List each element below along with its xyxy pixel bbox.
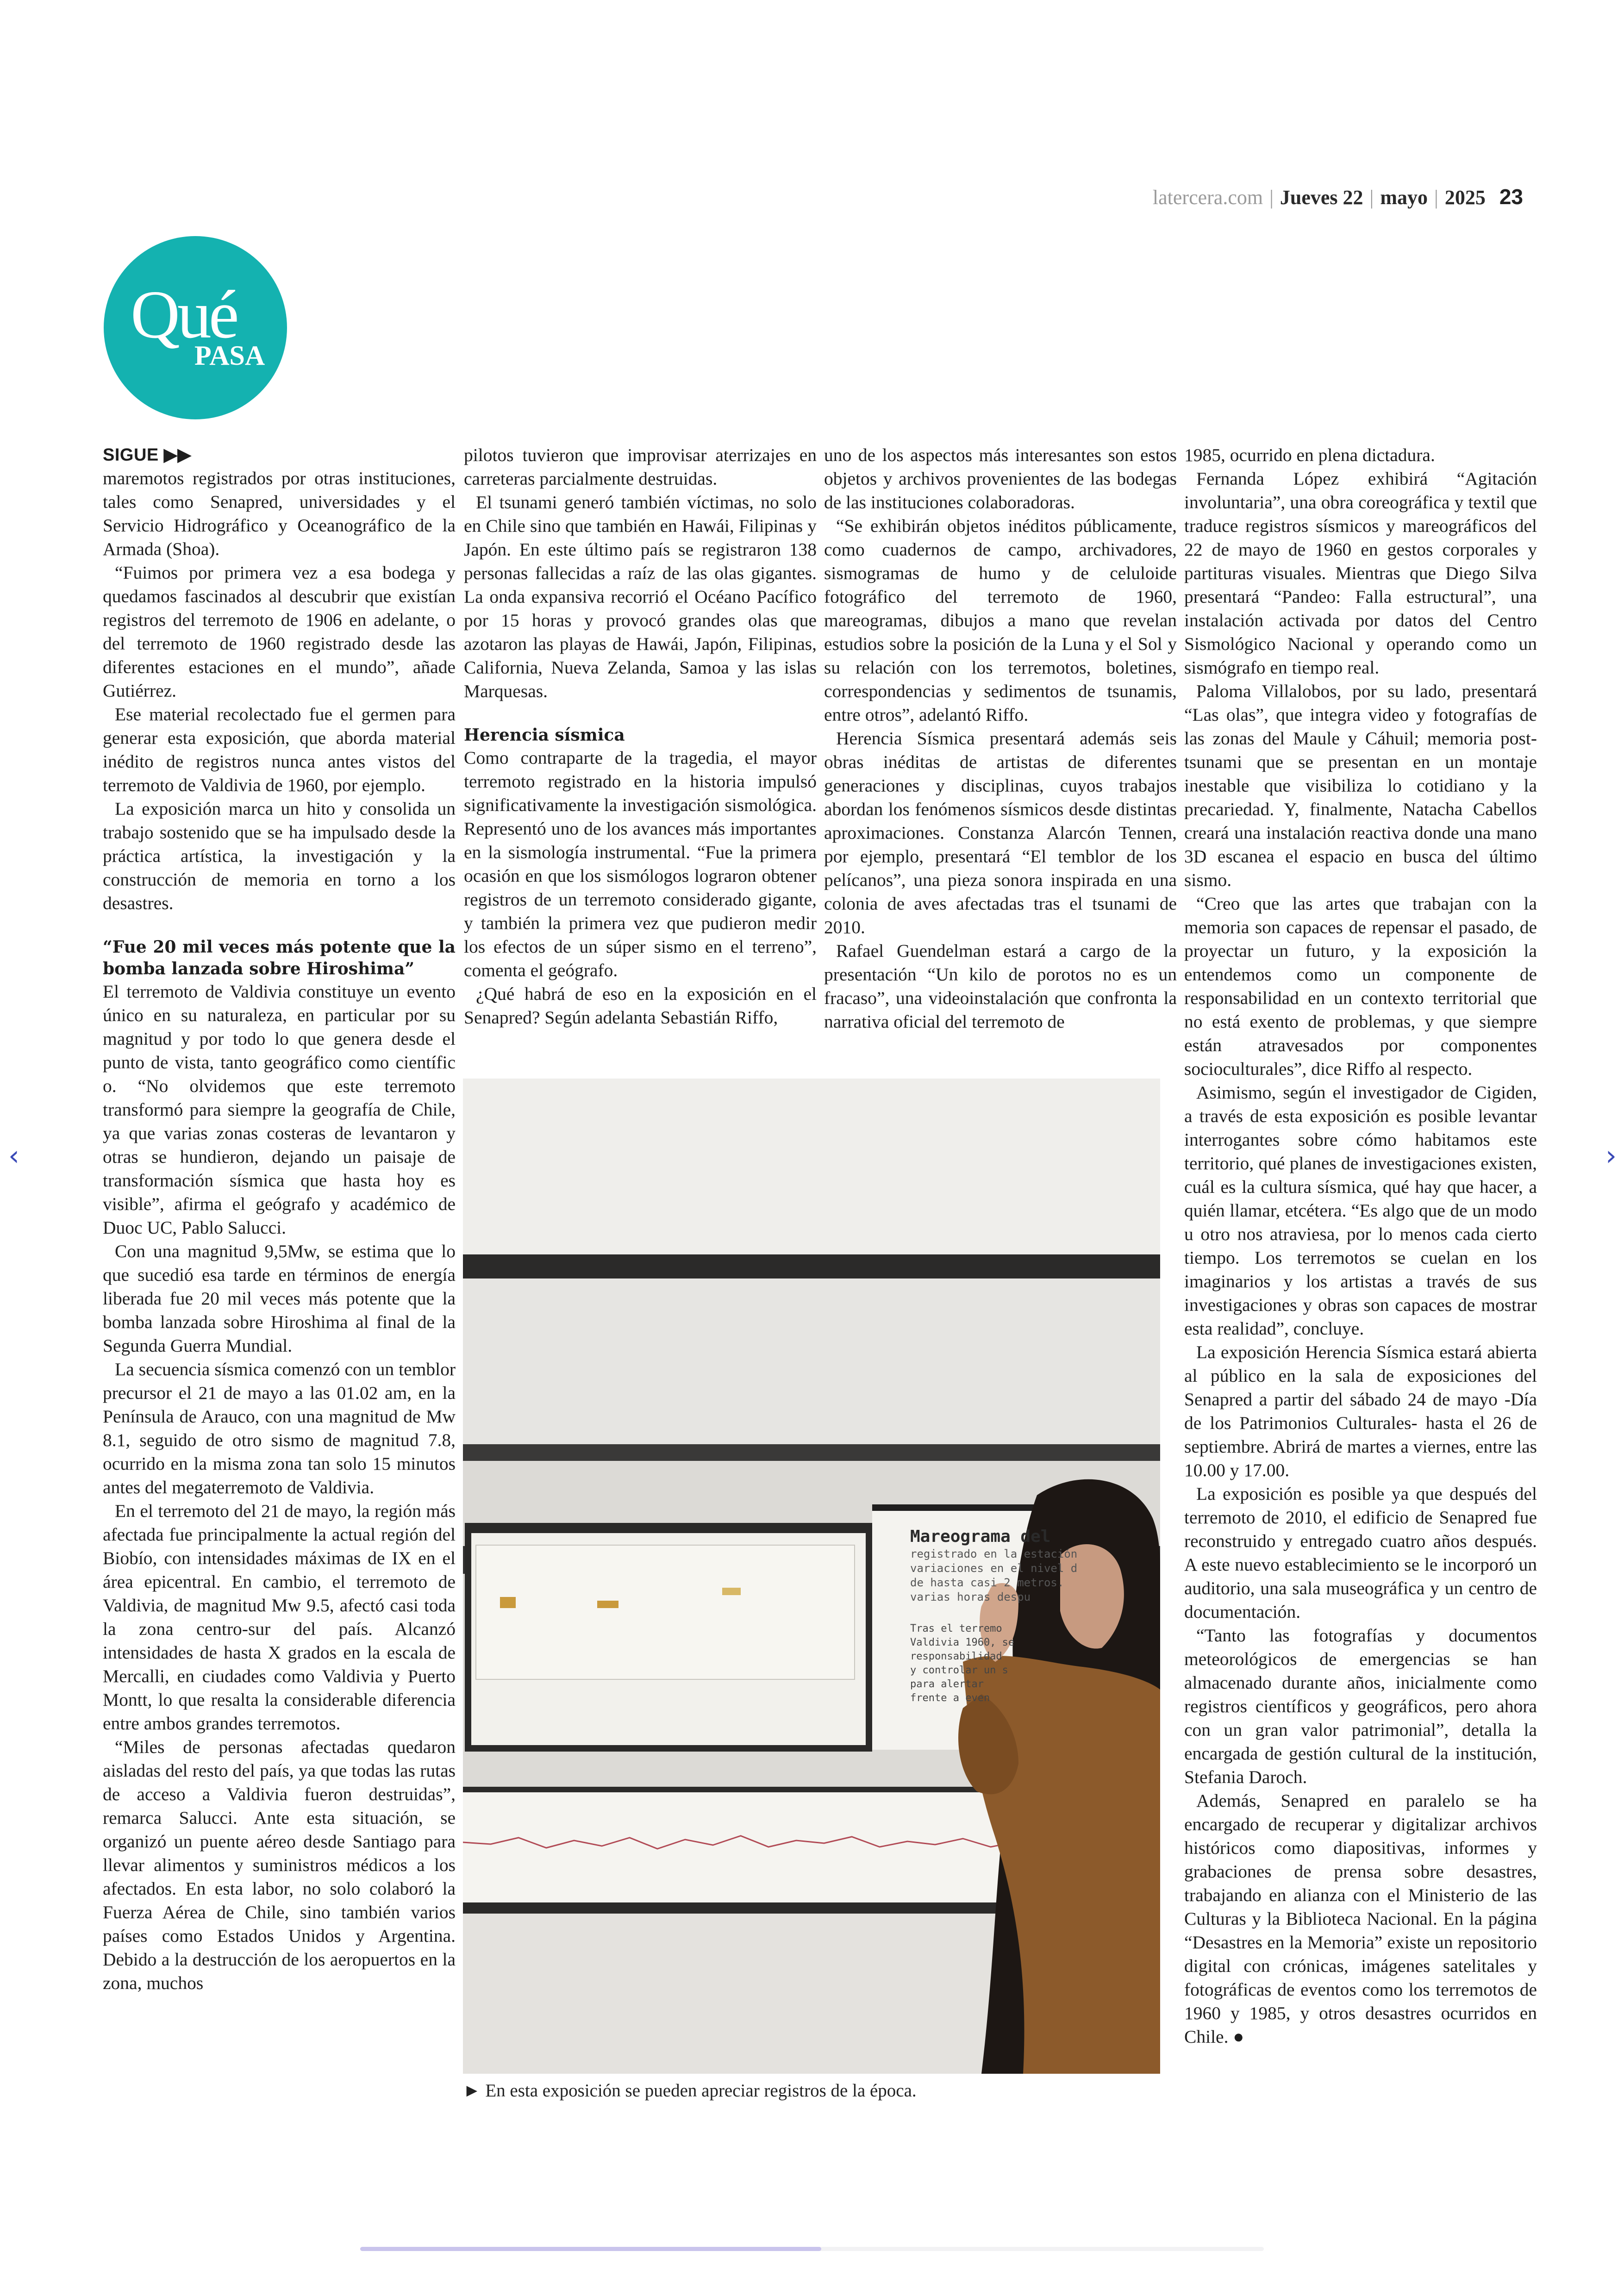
panel-text-4: y controlar un s — [910, 1665, 1008, 1676]
paragraph: 1985, ocurrido en plena dictadura. — [1184, 445, 1435, 465]
paragraph: La exposición marca un hito y consolida un trabajo sostenido que se ha impulsado desde la práctica artística, la investigación y la construcción de memoria en torno a los desastres. — [103, 798, 456, 913]
paragraph: uno de los aspectos más interesantes son estos objetos y archivos provenientes de las bodegas de las instituciones colaboradoras. — [824, 445, 1177, 512]
paragraph: Paloma Villalobos, por su lado, presentará “Las olas”, que integra video y fotografías de las zonas del Maule y Cáhuil; memoria post-tsunami que se presentan en un montaje inestable que visibiliza lo cotidiano y la precariedad. Y, finalmente, Natacha Cabellos creará una instalación reactiva donde una mano 3D escanea el espacio en busca del último sismo. — [1184, 681, 1537, 890]
panel-subtitle-3: de hasta casi 2 metros. — [910, 1576, 1064, 1589]
mareograma-panel — [910, 1527, 1105, 1744]
panel-subtitle-2: variaciones en el nivel d — [910, 1562, 1078, 1575]
article-column-4 — [1184, 443, 1537, 2110]
paragraph: ¿Qué habrá de eso en la exposición en el Senapred? Según adelanta Sebastián Riffo, — [464, 984, 817, 1028]
section-heading: Herencia sísmica — [464, 725, 625, 745]
paragraph: Fernanda López exhibirá “Agitación involuntaria”, una obra coreográfica y textil que traduce registros sísmicos y mareográficos del 22 de mayo de 1960 en gestos corporales y partituras visuales. Mientras que Diego Silva presentará “Pandeo: Falla estructural”, una instalación activada por datos del Centro Sismológico Nacional y operando como un sismógrafo en tiempo real. — [1184, 468, 1537, 678]
previous-page-arrow-icon[interactable]: ‹ — [8, 1140, 19, 1172]
panel-subtitle-4: varias horas despu — [910, 1590, 1031, 1603]
panel-text-6: frente a even — [910, 1692, 990, 1704]
page-header: latercera.com | Jueves 22 | mayo | 2025 23 — [1152, 185, 1523, 209]
paragraph: En el terremoto del 21 de mayo, la región más afectada fue principalmente la actual región del Biobío, con intensidades máximas de IX en el área epicentral. En cambio, el terremoto de Valdivia, de magnitud Mw 9.5, afectó casi toda la zona centro-sur del país. Alcanzó intensidades de hasta X grados en la escala de Mercalli, en ciudades como Valdivia y Puerto Montt, lo que resalta la considerable diferencia entre ambos grandes terremotos. — [103, 1501, 456, 1734]
next-page-arrow-icon[interactable]: › — [1605, 1140, 1617, 1172]
paragraph: “Fuimos por primera vez a esa bodega y quedamos fascinados al descubrir que existían registros del terremoto de 1906 en adelante, o del terremoto de 1960 registrado desde las diferentes estaciones en el mundo”, añade Gutiérrez. — [103, 562, 456, 701]
paragraph: Rafael Guendelman estará a cargo de la presentación “Un kilo de porotos no es un fracaso”, una videoinstalación que confronta la narrativa oficial del terremoto de — [824, 941, 1177, 1032]
paragraph: Como contraparte de la tragedia, el mayor terremoto registrado en la historia impulsó significativamente la investigación sismológica. Representó uno de los avances más importantes en la sismología instrumental. “Fue la primera ocasión en que los sismólogos lograron obtener registros de un terremoto considerado gigante, y también la primera vez que pudieron medir los efectos de un súper sismo en el terreno”, comenta el geógrafo. — [464, 748, 817, 980]
scrollbar-thumb[interactable] — [360, 2247, 821, 2251]
paragraph: La secuencia sísmica comenzó con un temblor precursor el 21 de mayo a las 01.02 am, en la Península de Arauco, con una magnitud de Mw 8.1, seguido de otro sismo de magnitud 7.8, ocurrido en la misma zona tan solo 15 minutos antes del megaterremoto de Valdivia. — [103, 1359, 456, 1497]
paragraph: El terremoto de Valdivia constituye un evento único en su naturaleza, en particular por su magnitud y por todo lo que genera desde el punto de vista, tanto geográfico como científic o. “No olvidemos que este terremoto transformó para siempre la geografía de Chile, ya que varias zonas costeras de levantaron y otras se hundieron, dejando un paisaje de transformación sísmica que hasta hoy es visible”, afirma el geógrafo y académico de Duoc UC, Pablo Salucci. — [103, 981, 456, 1238]
photo-caption: ► En esta exposición se pueden apreciar registros de la época. — [463, 2081, 917, 2101]
logo-pasa-text: PASA — [194, 340, 265, 371]
continued-label: SIGUE ▶▶ — [103, 445, 192, 465]
date-year: 2025 — [1444, 186, 1486, 209]
paragraph: Herencia Sísmica presentará además seis obras inéditas de artistas de diferentes generaciones y disciplinas, cuyos trabajos abordan los fenómenos sísmicos desde distintas aproximaciones. Constanza Alarcón Tennen, por ejemplo, presentará “El temblor de los pelícanos”, una pieza sonora inspirada en una colonia de aves afectadas tras el tsunami de 2010. — [824, 728, 1177, 937]
paragraph: “Tanto las fotografías y documentos meteorológicos de emergencias se han almacenado durante años, inicialmente como registros científicos y geográficos, pero ahora con un gran valor patrimonial”, detalla la encargada de gestión cultural de la institución, Stefania Daroch. — [1184, 1625, 1537, 1787]
paragraph: El tsunami generó también víctimas, no solo en Chile sino que también en Hawái, Filipinas y Japón. En este último país se registraron 138 personas fallecidas a raíz de las olas gigantes. La onda expansiva recorrió el Océano Pacífico por 15 horas y provocó grandes olas que azotaron las playas de Hawái, Japón, Filipinas, California, Nueva Zelanda, Samoa y las islas Marquesas. — [464, 492, 817, 701]
date-day: Jueves 22 — [1280, 186, 1363, 209]
paragraph: Ese material recolectado fue el germen para generar esta exposición, que aborda material inédito de registros nunca antes vistos del terremoto de Valdivia de 1960, por ejemplo. — [103, 704, 456, 795]
panel-text-3: responsabilidad — [910, 1651, 1002, 1662]
article-column-1 — [103, 443, 456, 2110]
que-pasa-logo — [104, 236, 287, 419]
section-heading: “Fue 20 mil veces más potente que la bomba lanzada sobre Hiroshima” — [103, 937, 456, 979]
paragraph: Con una magnitud 9,5Mw, se estima que lo que sucedió esa tarde en términos de energía liberada fue 20 mil veces más potente que la bomba lanzada sobre Hiroshima al final de la Segunda Guerra Mundial. — [103, 1241, 456, 1356]
panel-text-5: para alertar — [910, 1678, 984, 1690]
article-column-3 — [824, 443, 1177, 1059]
paragraph: La exposición Herencia Sísmica estará abierta al público en la sala de exposiciones del Senapred a partir del sábado 24 de mayo -Día de los Patrimonios Culturales- hasta el 26 de septiembre. Abrirá de martes a viernes, entre las 10.00 y 17.00. — [1184, 1342, 1537, 1480]
panel-text-2: Valdivia 1960, se — [910, 1637, 1015, 1648]
panel-subtitle-1: registrado en la estación — [910, 1547, 1078, 1560]
horizontal-scrollbar[interactable] — [360, 2247, 1264, 2251]
paragraph: “Miles de personas afectadas quedaron aisladas del resto del país, ya que todas las rutas de acceso a Valdivia fueron destruidas”, remarca Salucci. Ante esta situación, se organizó un puente aéreo desde Santiago para llevar alimentos y suministros médicos a los afectados. En esta labor, no solo colaboró la Fuerza Aérea de Chile, sino también varios países como Estados Unidos y Argentina. Debido a la destrucción de los aeropuertos en la zona, muchos — [103, 1737, 456, 1993]
paragraph: “Se exhibirán objetos inéditos públicamente, como cuadernos de campo, archivadores, sismogramas de humo y de celuloide fotográfico del terremoto de 1960, mareogramas, dibujos a mano que revelan estudios sobre la posición de la Luna y el Sol y su relación con los terremotos, boletines, correspondencias y sedimentos de tsunamis, entre otros”, adelantó Riffo. — [824, 516, 1177, 725]
page-number: 23 — [1499, 185, 1523, 209]
paragraph: “Creo que las artes que trabajan con la memoria son capaces de repensar el pasado, de proyectar un futuro, y la exposición la entendemos como un componente de responsabilidad en un contexto territorial que no está exento de problemas, y que siempre están atravesados por componentes socioculturales”, dice Riffo al respecto. — [1184, 893, 1537, 1079]
date-month: mayo — [1380, 186, 1428, 209]
paragraph: maremotos registrados por otras instituciones, tales como Senapred, universidades y el Servicio Hidrográfico y Oceanográfico de la Armada (Shoa). — [103, 468, 456, 559]
panel-text-1: Tras el terremo — [910, 1623, 1002, 1634]
exhibition-photo — [463, 1079, 1160, 2074]
logo-que-text: Qué — [131, 277, 237, 353]
paragraph: pilotos tuvieron que improvisar aterrizajes en carreteras parcialmente destruidas. — [464, 445, 817, 489]
paragraph: La exposición es posible ya que después del terremoto de 2010, el edificio de Senapred fue reconstruido y entregado cuatro años después. A este nuevo establecimiento se le incorporó un auditorio, una sala museográfica y un centro de documentación. — [1184, 1484, 1537, 1622]
panel-title: Mareograma del — [910, 1527, 1051, 1546]
article-column-2 — [464, 443, 817, 1059]
paragraph: Asimismo, según el investigador de Cigiden, a través de esta exposición es posible levantar interrogantes sobre cómo habitamos este territorio, qué planes de investigaciones existen, cuál es la cultura sísmica, qué hay que hacer, a quién llamar, etcétera. “Es algo que de un modo u otro nos atraviesa, por lo menos cada cierto tiempo. Los terremotos se cuelan en los imaginarios y los artistas a través de sus investigaciones y obras son capaces de mostrar esta realidad”, concluye. — [1184, 1082, 1537, 1339]
paragraph: Además, Senapred en paralelo se ha encargado de recuperar y digitalizar archivos históricos como diapositivas, informes y grabaciones de prensa sobre desastres, trabajando en alianza con el Ministerio de las Culturas y la Biblioteca Nacional. En la página “Desastres en la Memoria” existe un repositorio digital con crónicas, imágenes satelitales y fotográficas de eventos como los terremotos de 1960 y 1985, y otros desastres ocurridos en Chile. ● — [1184, 1790, 1537, 2047]
site-name[interactable]: latercera.com — [1152, 186, 1263, 209]
